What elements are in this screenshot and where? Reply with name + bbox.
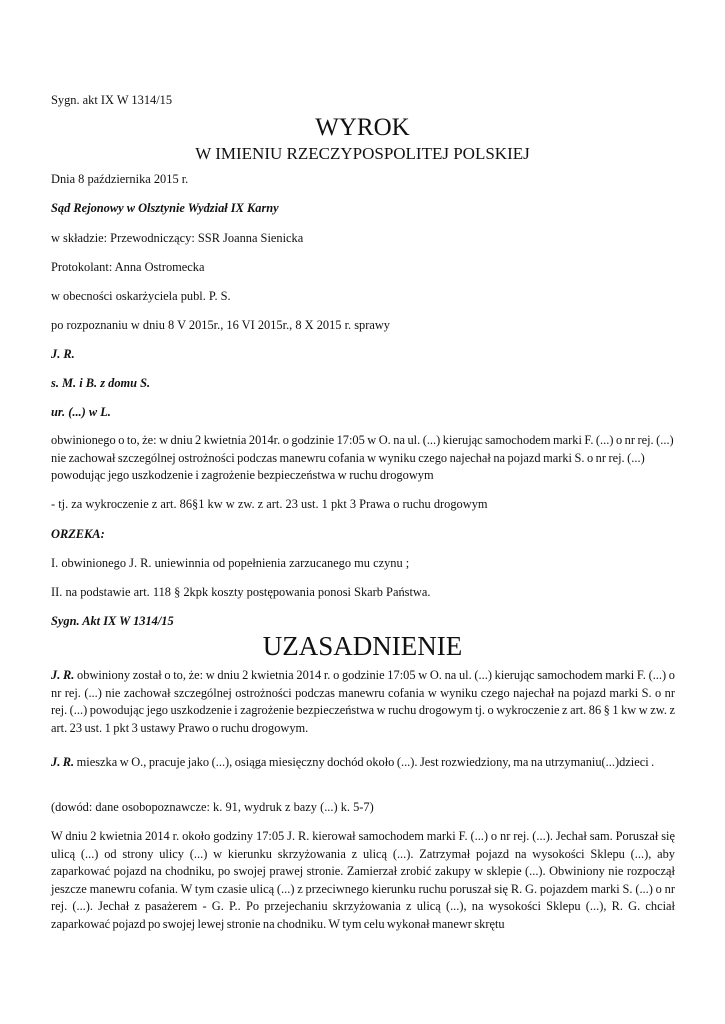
prosecutor-presence: w obecności oskarżyciela publ. P. S. (51, 289, 231, 303)
justification-paragraph-3: W dniu 2 kwietnia 2014 r. około godziny 17:05 J. R. kierował samochodem marki F. (...) o nr rej. (...). Jechał sam. Poruszał się ulicą (...) od strony ulicy (...) w kierunku skrzyżowania z ulicą (...). Zatrzymał pojazd na wysokości Sklepu (...), aby zaparkować pojazd na chodniku, po swojej prawej stronie. Zamierzał zrobić zakupy w sklepie (...). Obwiniony nie rozpoczął jeszcze manewru cofania. W tym czasie ulicą (...) z przeciwnego kierunku ruchu poruszał się R. G. pojazdem marki S. (...) o nr rej. (...). Jechał z pasażerem - G. P.. Po przejechaniu skrzyżowania z ulicą (...), na wysokości Sklepu (...), R. G. chciał zaparkować pojazd po swojej lewej stronie na chodniku. W tym celu wykonał manewr skrętu (51, 829, 675, 931)
case-number-top: Sygn. akt IX W 1314/15 (51, 93, 173, 107)
orzeka-heading: ORZEKA: (51, 527, 105, 541)
charge-text: obwinionego o to, że: w dniu 2 kwietnia 2014r. o godzinie 17:05 w O. na ul. (...) kierując samochodem marki F. (...) o nr rej. (...) nie zachował szczególnej ostrożności podczas manewru cofania w wyniku czego najechał na pojazd marki S. o nr rej. (...) powodując jego uszkodzenie i zagrożenie bezpieczeństwa w ruchu drogowym (51, 433, 674, 483)
hearing-dates: po rozpoznaniu w dniu 8 V 2015r., 16 VI 2015r., 8 X 2015 r. sprawy (51, 318, 390, 332)
verdict-date: Dnia 8 października 2015 r. (51, 172, 189, 186)
verdict-subtitle: W IMIENIU RZECZYPOSPOLITEJ POLSKIEJ (195, 144, 530, 163)
verdict-title: WYROK (315, 114, 410, 141)
court-name: Sąd Rejonowy w Olsztynie Wydział IX Karny (51, 201, 279, 215)
defendant-birth: ur. (...) w L. (51, 405, 111, 419)
court-clerk: Protokolant: Anna Ostromecka (51, 260, 205, 274)
defendant-name-inline: J. R. (51, 755, 75, 769)
offense-text: - tj. za wykroczenie z art. 86§1 kw w zw. z art. 23 ust. 1 pkt 3 Prawa o ruchu drogowym (51, 497, 488, 511)
defendant-parents: s. M. i B. z domu S. (51, 376, 151, 390)
ruling-point-2: II. na podstawie art. 118 § 2kpk koszty postępowania ponosi Skarb Państwa. (51, 585, 431, 599)
justification-title: UZASADNIENIE (262, 631, 463, 661)
case-number-justification: Sygn. Akt IX W 1314/15 (51, 614, 174, 628)
justification-paragraph-2 (51, 754, 675, 772)
ruling-point-1: I. obwinionego J. R. uniewinnia od popełnienia zarzucanego mu czynu ; (51, 556, 410, 570)
paragraph-1-text: obwiniony został o to, że: w dniu 2 kwietnia 2014 r. o godzinie 17:05 w O. na ul. (...) kierując samochodem marki F. (...) o nr rej. (...) nie zachował szczególnej ostrożności podczas manewru cofania w wyniku czego najechał na pojazd marki S. o nr rej. (...) powodując jego uszkodzenie i zagrożenie bezpieczeństwa w ruchu drogowym tj. o wykroczenie z art. 86 § 1 kw w zw. z art. 23 ust. 1 pkt 3 ustawy Prawo o ruchu drogowym. (51, 668, 676, 735)
defendant-name: J. R. (51, 347, 75, 361)
court-composition: w składzie: Przewodniczący: SSR Joanna Sienicka (51, 231, 304, 245)
paragraph-2-text: mieszka w O., pracuje jako (...), osiąga miesięczny dochód około (...). Jest rozwiedziony, ma na utrzymaniu(...)dzieci . (74, 755, 655, 769)
justification-paragraph-1 (51, 667, 675, 737)
evidence-note: (dowód: dane osobopoznawcze: k. 91, wydruk z bazy (...) k. 5-7) (51, 800, 374, 814)
defendant-name-inline: J. R. (51, 668, 75, 682)
